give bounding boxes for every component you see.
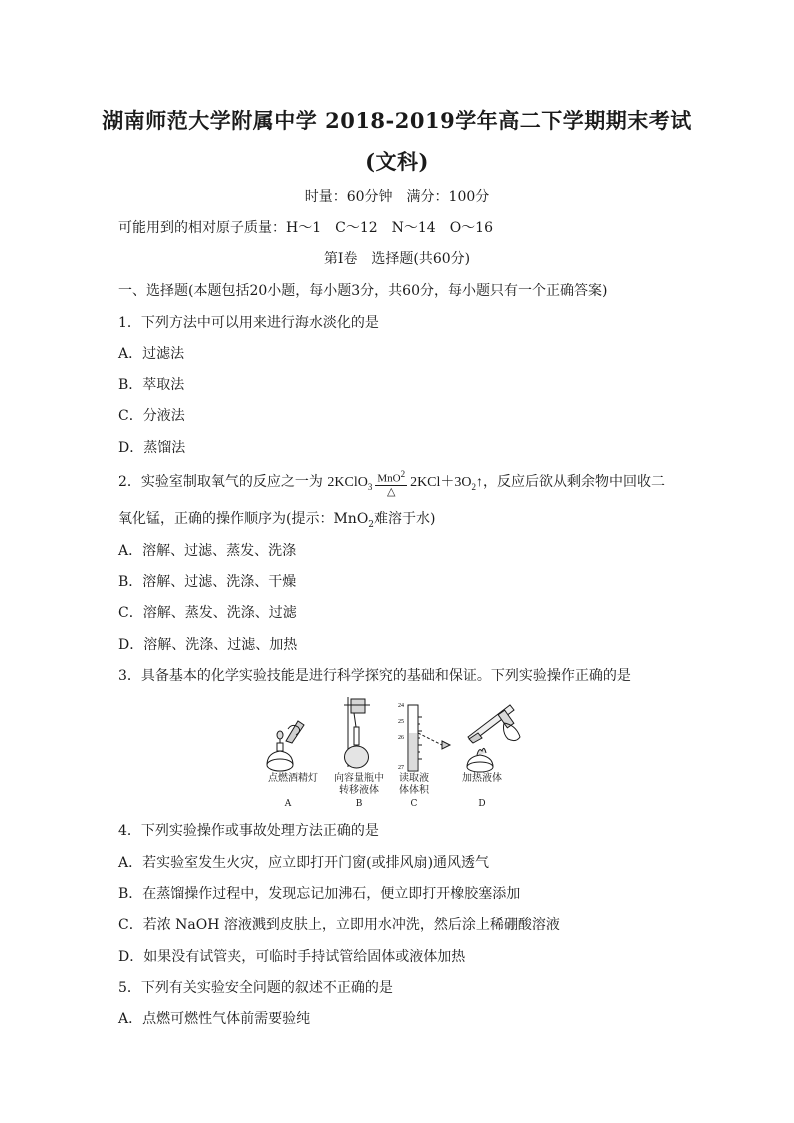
figure-letter-c: C [410,799,418,809]
q1-option-d: D．蒸馏法 [118,440,186,456]
figure-label-b: 向容量瓶中 转移液体 [334,773,384,796]
q2-stem [118,468,665,498]
exam-title-line2: (文科) [365,149,429,174]
q2-line2-subscript: 2 [368,519,375,530]
scale-tick-24: 24 [398,703,404,709]
figure-letter-b: B [355,799,363,809]
gas-arrow: ↑ [476,475,484,491]
figure-label-c: 读取液 体体积 [399,773,429,796]
q2-option-d: D．溶解、洗涤、过滤、加热 [118,637,298,653]
q4-option-b: B．在蒸馏操作过程中，发现忘记加沸石，便立即打开橡胶塞添加 [118,886,521,902]
section-intro: 一、选择题(本题包括20小题，每小题3分，共60分，每小题只有一个正确答案) [118,283,608,299]
heat-symbol: △ [386,485,396,498]
figure-label-d: 加热液体 [462,773,502,784]
q1-option-b: B．萃取法 [118,377,185,393]
atomic-masses: 可能用到的相对原子质量：H～1 C～12 N～14 O～16 [118,220,493,236]
q1-option-c: C．分液法 [118,408,185,424]
lab-figure-svg [258,693,526,775]
q4-option-a: A．若实验室发生火灾，应立即打开门窗(或排风扇)通风透气 [118,855,490,871]
volumetric-flask-illustration [344,697,370,768]
figure-label-a: 点燃酒精灯 [268,773,318,784]
exam-info: 时量：60分钟 满分：100分 [304,189,490,205]
q5-stem: 5．下列有关实验安全问题的叙述不正确的是 [118,980,393,996]
q4-option-c: C．若浓 NaOH 溶液溅到皮肤上，立即用水冲洗，然后涂上稀硼酸溶液 [118,917,560,933]
exam-title-line1: 湖南师范大学附属中学 2018-2019学年高二下学期期末考试 [102,108,692,133]
q1-stem: 1．下列方法中可以用来进行海水淡化的是 [118,315,379,331]
product-subscript: 2 [471,481,477,492]
q2-line2-suffix: 难溶于水) [374,511,436,527]
q3-stem: 3．具备基本的化学实验技能是进行科学探究的基础和保证。下列实验操作正确的是 [118,668,631,684]
products: 2KCl＋3O [410,475,472,491]
q2-stem-prefix: 2．实验室制取氧气的反应之一为 [118,474,323,491]
q2-line2-prefix: 氧化锰，正确的操作顺序为(提示：MnO [118,511,369,527]
reactant: 2KClO [327,475,368,491]
scale-tick-25: 25 [398,719,404,725]
q2-stem-line2 [118,508,436,530]
reaction-condition [375,468,407,498]
heating-test-tube-illustration [467,705,520,772]
q2-stem-suffix: ，反应后欲从剩余物中回收二 [483,474,666,491]
q2-option-c: C．溶解、蒸发、洗涤、过滤 [118,605,297,621]
q1-option-a: A．过滤法 [118,346,185,362]
reaction-equation [327,469,484,498]
q2-option-a: A．溶解、过滤、蒸发、洗涤 [118,543,297,559]
scale-tick-26: 26 [398,735,404,741]
burette-reading-illustration [408,705,450,771]
q5-option-a: A．点燃可燃性气体前需要验纯 [118,1011,311,1027]
lab-operations-figure [258,693,526,813]
q4-option-d: D．如果没有试管夹，可临时手持试管给固体或液体加热 [118,949,466,965]
figure-letter-a: A [284,799,292,809]
figure-letter-d: D [478,799,486,809]
reactant-subscript: 3 [367,481,373,492]
q4-stem: 4．下列实验操作或事故处理方法正确的是 [118,823,379,839]
alcohol-lamp-illustration [267,721,304,771]
catalyst-formula: MnO [377,472,401,485]
q2-option-b: B．溶解、过滤、洗涤、干燥 [118,574,297,590]
part-title: 第Ⅰ卷 选择题(共60分) [323,251,471,267]
catalyst-superscript: 2 [400,469,406,479]
catalyst-label [375,468,407,486]
scale-tick-27: 27 [398,765,404,771]
